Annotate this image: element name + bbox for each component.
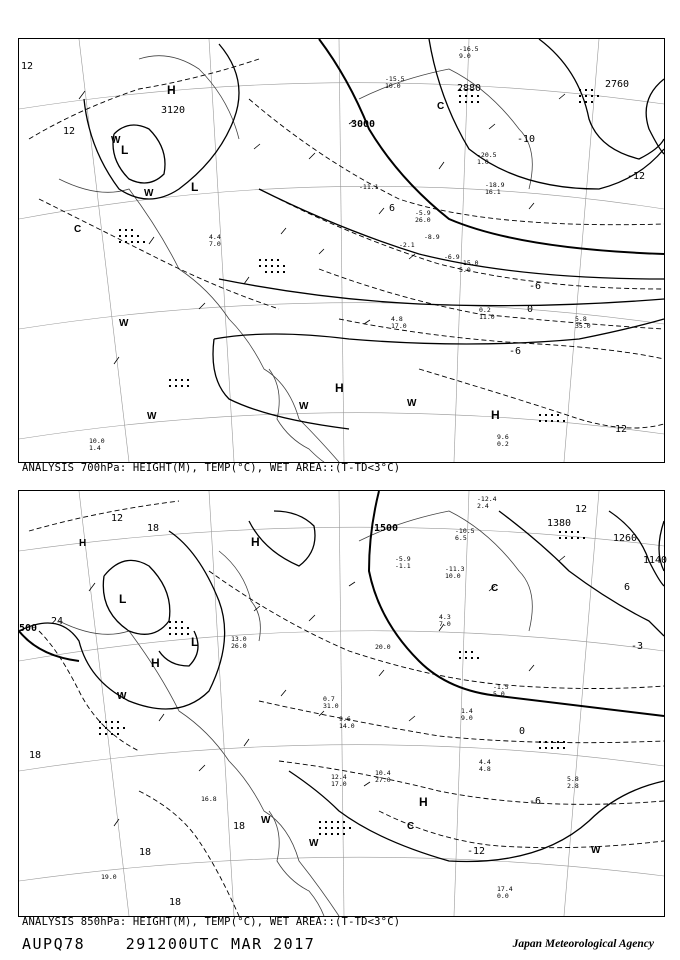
station-value: -10.5 — [455, 527, 475, 535]
station-value: 5.0 — [493, 690, 505, 698]
station-value: -15.5 — [385, 75, 405, 83]
system-mark: H — [151, 656, 160, 670]
system-mark: L — [191, 635, 199, 649]
weather-chart-700hpa — [19, 39, 664, 462]
station-value: 31.0 — [323, 702, 339, 710]
station-value: -20.5 — [477, 151, 497, 159]
temperature-isotherms — [29, 59, 664, 428]
station-value: -18.9 — [485, 181, 505, 189]
station-value: 16.8 — [201, 795, 217, 803]
height-label: 1500 — [374, 523, 399, 534]
station-value: 11.0 — [479, 313, 495, 321]
temp-label: 12 — [575, 504, 588, 515]
system-mark: H — [251, 535, 260, 549]
station-value: 20.0 — [375, 643, 391, 651]
station-value: 2.8 — [567, 782, 579, 790]
temp-label: 0 — [519, 726, 526, 737]
station-value: 10.0 — [89, 437, 105, 445]
system-mark: L — [191, 180, 199, 194]
temp-label: 18 — [29, 750, 42, 761]
temp-label: -12 — [627, 171, 646, 182]
system-mark: W — [119, 318, 129, 329]
system-mark: W — [591, 845, 601, 856]
system-mark: C — [491, 583, 499, 594]
height-contours — [84, 39, 664, 429]
temp-label: 12 — [111, 513, 124, 524]
temperature-labels — [21, 61, 645, 435]
temp-label: -6 — [529, 796, 542, 807]
station-value: 4.8 — [391, 315, 403, 323]
station-value: 9.6 — [497, 433, 509, 441]
station-value: -11.1 — [359, 183, 379, 191]
system-mark: H — [335, 381, 344, 395]
temp-label: 12 — [63, 126, 76, 137]
station-value: 10.0 — [385, 82, 401, 90]
temp-label: 18 — [169, 897, 182, 908]
temperature-isotherms — [29, 501, 664, 916]
weather-chart-850hpa — [19, 491, 668, 916]
system-mark: W — [117, 691, 127, 702]
temp-label: -6 — [509, 346, 522, 357]
station-value: -6.9 — [444, 253, 460, 261]
station-value: 9.0 — [459, 52, 471, 60]
system-mark: C — [407, 821, 415, 832]
system-mark: W — [407, 398, 417, 409]
station-value: 1.0 — [477, 158, 489, 166]
station-value: 5.0 — [459, 266, 471, 274]
graticule — [19, 39, 664, 462]
height-label: 3120 — [161, 105, 186, 116]
station-value: 4.3 — [439, 613, 451, 621]
station-value: -12.4 — [477, 495, 497, 503]
system-mark: L — [121, 143, 129, 157]
station-value: -16.5 — [459, 45, 479, 53]
station-value: 12.4 — [331, 773, 347, 781]
station-value: 26.0 — [415, 216, 431, 224]
pressure-systems — [74, 83, 500, 422]
system-mark: W — [144, 188, 154, 199]
station-value: -11.3 — [445, 565, 465, 573]
station-value: 4.4 — [479, 758, 491, 766]
system-mark: W — [111, 135, 121, 146]
station-value: -1.5 — [493, 683, 509, 691]
height-label: 3000 — [351, 119, 376, 130]
map-panel-850hpa — [18, 490, 668, 917]
station-value: -15.0 — [459, 259, 479, 267]
temp-label: -6 — [529, 281, 542, 292]
temp-label: 24 — [51, 616, 64, 627]
station-value: 4.8 — [479, 765, 491, 773]
temp-label: -12 — [467, 846, 486, 857]
station-value: 0.2 — [497, 440, 509, 448]
station-value: 1.4 — [461, 707, 473, 715]
station-value: 7.0 — [439, 620, 451, 628]
station-value: 0.7 — [323, 695, 335, 703]
station-value: -1.1 — [395, 562, 411, 570]
chart-footer — [22, 935, 315, 953]
station-value: 16.1 — [485, 188, 501, 196]
station-value: 14.0 — [339, 722, 355, 730]
temp-label: 6 — [389, 203, 396, 214]
height-label: 2760 — [605, 79, 630, 90]
station-value: 9.6 — [339, 715, 351, 723]
height-label: 1140 — [643, 555, 668, 566]
station-value: 17.4 — [497, 885, 513, 893]
station-value: 35.0 — [575, 322, 591, 330]
station-value: 6.5 — [455, 534, 467, 542]
system-mark: W — [299, 401, 309, 412]
system-mark: W — [261, 815, 271, 826]
station-value: -8.9 — [424, 233, 440, 241]
station-value: 1.4 — [89, 444, 101, 452]
station-value: 5.8 — [567, 775, 579, 783]
station-value: 10.0 — [445, 572, 461, 580]
system-mark: C — [437, 101, 445, 112]
station-value: 10.4 — [375, 769, 391, 777]
station-value: 0.2 — [479, 306, 491, 314]
station-value: 5.8 — [575, 315, 587, 323]
temp-label: 12 — [21, 61, 34, 72]
temp-label: 18 — [139, 847, 152, 858]
height-label: 500 — [19, 623, 38, 634]
station-value: -2.1 — [399, 241, 415, 249]
dotted-wet-areas — [99, 531, 585, 835]
station-value: -5.9 — [415, 209, 431, 217]
station-value: 17.0 — [391, 322, 407, 330]
station-value: 19.0 — [101, 873, 117, 881]
temp-label: 18 — [147, 523, 160, 534]
system-mark: H — [491, 408, 500, 422]
system-mark: L — [119, 592, 127, 606]
temp-label: 12 — [615, 424, 628, 435]
temp-label: -3 — [631, 641, 644, 652]
station-value: 17.0 — [331, 780, 347, 788]
system-mark: W — [147, 411, 157, 422]
agency-name: Japan Meteorological Agency — [512, 938, 654, 950]
chart-caption-850hpa: ANALYSIS 850hPa: HEIGHT(M), TEMP(°C), WET AREA::(T-TD<3°C) — [22, 916, 401, 928]
station-value: 9.0 — [461, 714, 473, 722]
station-value: 4.4 — [209, 233, 221, 241]
temp-label: -10 — [517, 134, 536, 145]
station-value: 7.0 — [209, 240, 221, 248]
map-panel-700hpa — [18, 38, 665, 463]
system-mark: H — [167, 83, 176, 97]
analysis-datetime: 291200UTC MAR 2017 — [125, 935, 316, 953]
system-mark: W — [309, 838, 319, 849]
product-code: AUPQ78 — [22, 935, 86, 953]
system-mark: H — [79, 538, 87, 549]
system-mark: H — [419, 795, 428, 809]
station-value: 2.4 — [477, 502, 489, 510]
temp-label: 6 — [624, 582, 631, 593]
temp-label: 18 — [233, 821, 246, 832]
chart-caption-700hpa: ANALYSIS 700hPa: HEIGHT(M), TEMP(°C), WET AREA::(T-TD<3°C) — [22, 462, 401, 474]
height-label: 1380 — [547, 518, 572, 529]
station-value: 26.0 — [231, 642, 247, 650]
temp-label: 0 — [527, 304, 534, 315]
station-value: -5.9 — [395, 555, 411, 563]
station-value: 13.0 — [231, 635, 247, 643]
station-value: 27.0 — [375, 776, 391, 784]
height-label: 2880 — [457, 83, 482, 94]
system-mark: C — [74, 224, 82, 235]
height-label: 1260 — [613, 533, 638, 544]
height-labels — [19, 518, 667, 634]
station-value: 0.0 — [497, 892, 509, 900]
